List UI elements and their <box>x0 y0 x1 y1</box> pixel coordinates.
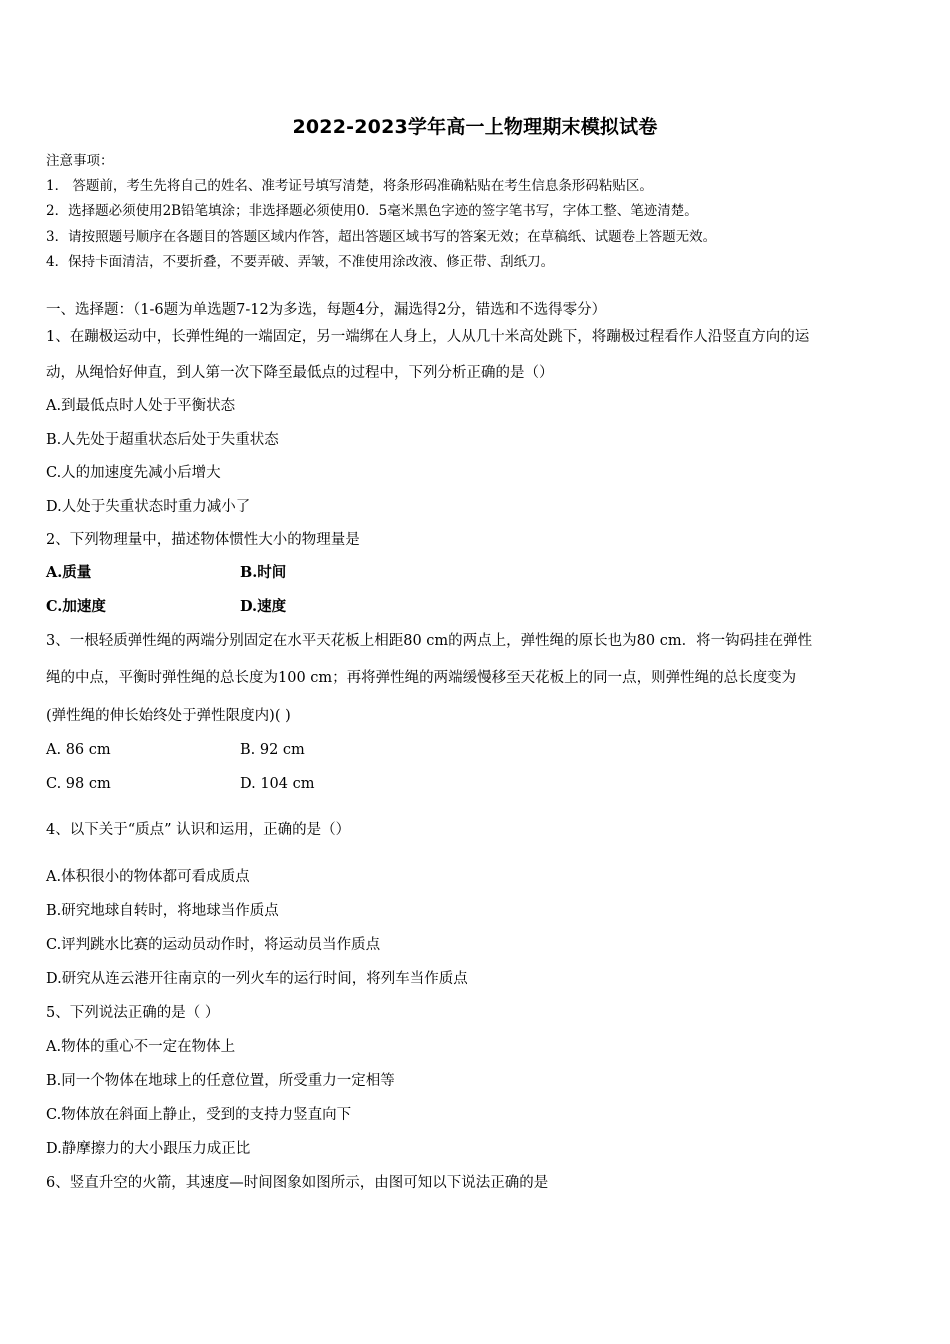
answer-option: B.研究地球自转时，将地球当作质点 <box>46 903 279 919</box>
answer-option: D.研究从连云港开往南京的一列火车的运行时间，将列车当作质点 <box>46 971 468 987</box>
answer-option: B.人先处于超重状态后处于失重状态 <box>46 432 279 448</box>
section-heading: 一、选择题：（1-6题为单选题7-12为多选，每题4分，漏选得2分，错选和不选得零分） <box>46 302 607 318</box>
notice-item: 3．请按照题号顺序在各题目的答题区域内作答，超出答题区域书写的答案无效；在草稿纸、试题卷上答题无效。 <box>46 229 717 245</box>
page-title: 2022-2023学年高一上物理期末模拟试卷 <box>292 116 658 138</box>
question-stem: 6、竖直升空的火箭，其速度—时间图象如图所示，由图可知以下说法正确的是 <box>46 1175 549 1191</box>
answer-option: C.评判跳水比赛的运动员动作时，将运动员当作质点 <box>46 937 381 953</box>
answer-option: A.质量 <box>46 564 92 581</box>
answer-option: B.同一个物体在地球上的任意位置，所受重力一定相等 <box>46 1073 395 1089</box>
answer-option: C.加速度 <box>46 598 106 615</box>
notice-item: 1． 答题前，考生先将自己的姓名、准考证号填写清楚，将条形码准确粘贴在考生信息条形码粘贴区。 <box>46 178 653 194</box>
answer-option: C.人的加速度先减小后增大 <box>46 465 221 481</box>
question-stem: (弹性绳的伸长始终处于弹性限度内)( ) <box>46 708 291 724</box>
question-stem: 绳的中点，平衡时弹性绳的总长度为100 cm；再将弹性绳的两端缓慢移至天花板上的同一点，则弹性绳的总长度变为 <box>46 670 797 686</box>
question-stem: 2、下列物理量中，描述物体惯性大小的物理量是 <box>46 532 360 548</box>
answer-option: B. 92 cm <box>240 742 305 758</box>
answer-option: D.静摩擦力的大小跟压力成正比 <box>46 1141 251 1157</box>
notice-item: 2．选择题必须使用2B铅笔填涂；非选择题必须使用0．5毫米黑色字迹的签字笔书写，字体工整、笔迹清楚。 <box>46 203 698 219</box>
question-stem: 4、以下关于“质点” 认识和运用，正确的是（） <box>46 822 351 838</box>
answer-option: A.体积很小的物体都可看成质点 <box>46 869 250 885</box>
notice-item: 4．保持卡面清洁，不要折叠，不要弄破、弄皱，不准使用涂改液、修正带、刮纸刀。 <box>46 254 555 270</box>
question-stem: 动，从绳恰好伸直，到人第一次下降至最低点的过程中，下列分析正确的是（） <box>46 365 554 381</box>
question-stem: 1、在蹦极运动中，长弹性绳的一端固定，另一端绑在人身上，人从几十米高处跳下，将蹦极过程看作人沿竖直方向的运 <box>46 329 810 345</box>
answer-option: D.人处于失重状态时重力减小了 <box>46 499 251 515</box>
answer-option: D.速度 <box>240 598 287 615</box>
answer-option: A.物体的重心不一定在物体上 <box>46 1039 236 1055</box>
answer-option: C. 98 cm <box>46 776 111 792</box>
question-stem: 5、下列说法正确的是（ ） <box>46 1005 220 1021</box>
answer-option: A.到最低点时人处于平衡状态 <box>46 398 236 414</box>
answer-option: D. 104 cm <box>240 776 315 792</box>
answer-option: A. 86 cm <box>46 742 111 758</box>
answer-option: B.时间 <box>240 564 287 581</box>
answer-option: C.物体放在斜面上静止，受到的支持力竖直向下 <box>46 1107 352 1123</box>
notice-heading: 注意事项： <box>46 153 114 169</box>
question-stem: 3、一根轻质弹性绳的两端分别固定在水平天花板上相距80 cm的两点上，弹性绳的原长也为80 cm．将一钩码挂在弹性 <box>46 633 813 649</box>
